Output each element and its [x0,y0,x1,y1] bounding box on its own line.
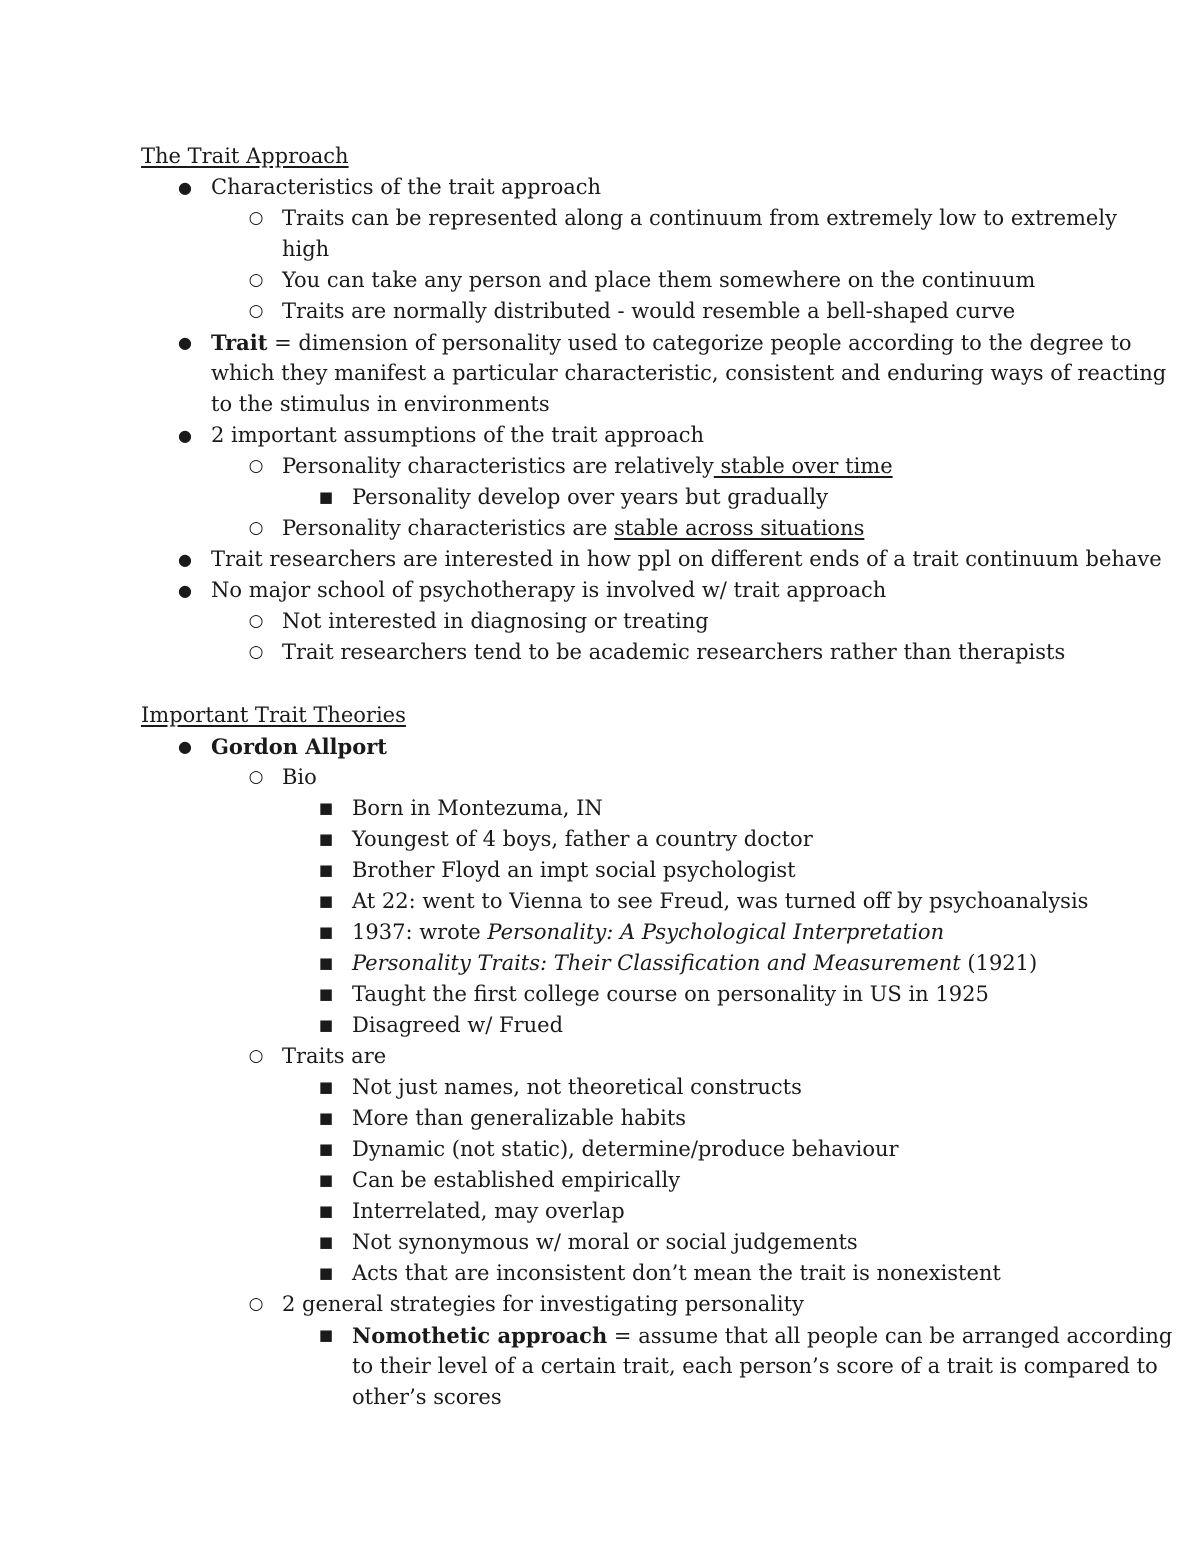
bullet-square: ■ [318,1171,334,1189]
list-item: Not just names, not theoretical constructs [352,1075,802,1099]
list-item: More than generalizable habits [352,1106,687,1130]
nomothetic-term: Nomothetic approach [352,1323,608,1348]
list-item: Personality develop over years but gradually [352,485,828,509]
bullet-hollow-circle: ○ [248,456,264,476]
bullet-square: ■ [318,1109,334,1127]
list-item: Disagreed w/ Frued [352,1013,564,1037]
section-heading-trait-theories: Important Trait Theories [141,703,406,727]
bullet-square: ■ [318,985,334,1003]
list-item: Not synonymous w/ moral or social judgements [352,1230,858,1254]
bio-label: Bio [282,765,317,789]
list-item: Trait researchers tend to be academic researchers rather than therapists [282,640,1066,664]
theorist-name [211,731,387,763]
traits-are-label: Traits are [282,1044,387,1068]
list-item-continuation: high [282,237,330,261]
bullet-square: ■ [318,1264,334,1282]
list-item: At 22: went to Vienna to see Freud, was turned off by psychoanalysis [352,889,1089,913]
characteristics-label: Characteristics of the trait approach [211,175,602,199]
section-heading-trait-approach: The Trait Approach [141,144,349,168]
list-item [352,917,944,948]
list-item [352,1320,1172,1352]
bullet-square: ■ [318,1202,334,1220]
bullet-filled-circle: ● [178,178,192,197]
list-item [282,513,864,544]
bullet-square: ■ [318,488,334,506]
list-item: Traits are normally distributed - would resemble a bell-shaped curve [282,299,1016,323]
list-item: Interrelated, may overlap [352,1199,625,1223]
list-item: Taught the first college course on personality in US in 1925 [352,982,989,1006]
list-item: Trait researchers are interested in how ppl on different ends of a trait continuum behave [211,547,1162,571]
bullet-hollow-circle: ○ [248,642,264,662]
list-item-continuation: to the stimulus in environments [211,392,550,416]
strategies-label: 2 general strategies for investigating personality [282,1292,804,1316]
list-item: Traits can be represented along a continuum from extremely low to extremely [282,206,1117,230]
bullet-square: ■ [318,1326,334,1344]
underlined-phrase: stable across situations [614,516,865,540]
assumption-text: Personality characteristics are [282,516,615,540]
book-title: Personality Traits: Their Classification and Measurement [352,951,961,975]
bullet-square: ■ [318,923,334,941]
list-item: Not interested in diagnosing or treating [282,609,709,633]
bullet-square: ■ [318,1078,334,1096]
trait-term: Trait [211,330,268,355]
bullet-hollow-circle: ○ [248,301,264,321]
underlined-phrase: stable over time [713,454,893,478]
trait-definition-text: = dimension of personality used to categorize people according to the degree to [267,331,1132,355]
allport-name: Gordon Allport [211,734,387,759]
bio-text: 1937: wrote [352,920,488,944]
assumption-text: Personality characteristics are relatively [282,454,714,478]
bio-text: (1921) [960,951,1038,975]
list-item [282,451,893,482]
list-item: Born in Montezuma, IN [352,796,603,820]
bullet-filled-circle: ● [178,426,192,445]
bullet-square: ■ [318,1140,334,1158]
bullet-hollow-circle: ○ [248,270,264,290]
bullet-hollow-circle: ○ [248,767,264,787]
bullet-hollow-circle: ○ [248,611,264,631]
bullet-hollow-circle: ○ [248,208,264,228]
trait-definition-line [211,327,1132,359]
list-item: You can take any person and place them somewhere on the continuum [282,268,1036,292]
bullet-square: ■ [318,954,334,972]
bullet-filled-circle: ● [178,737,192,756]
list-item: Acts that are inconsistent don’t mean the trait is nonexistent [352,1261,1001,1285]
bullet-square: ■ [318,799,334,817]
bullet-hollow-circle: ○ [248,1294,264,1314]
book-title: Personality: A Psychological Interpretation [487,920,945,944]
bullet-filled-circle: ● [178,333,192,352]
assumptions-label: 2 important assumptions of the trait approach [211,423,704,447]
list-item-continuation: which they manifest a particular characteristic, consistent and enduring ways of reacting [211,361,1167,385]
nomothetic-text: = assume that all people can be arranged according [607,1324,1173,1348]
list-item: Dynamic (not static), determine/produce behaviour [352,1137,899,1161]
bullet-square: ■ [318,1016,334,1034]
bullet-hollow-circle: ○ [248,518,264,538]
bullet-square: ■ [318,861,334,879]
list-item: Youngest of 4 boys, father a country doctor [352,827,813,851]
list-item: Can be established empirically [352,1168,681,1192]
bullet-square: ■ [318,830,334,848]
list-item: No major school of psychotherapy is involved w/ trait approach [211,578,887,602]
bullet-filled-circle: ● [178,581,192,600]
bullet-square: ■ [318,892,334,910]
bullet-square: ■ [318,1233,334,1251]
list-item [352,948,1037,979]
list-item-continuation: other’s scores [352,1385,502,1409]
list-item: Brother Floyd an impt social psychologist [352,858,796,882]
list-item-continuation: to their level of a certain trait, each person’s score of a trait is compared to [352,1354,1158,1378]
bullet-hollow-circle: ○ [248,1046,264,1066]
bullet-filled-circle: ● [178,550,192,569]
